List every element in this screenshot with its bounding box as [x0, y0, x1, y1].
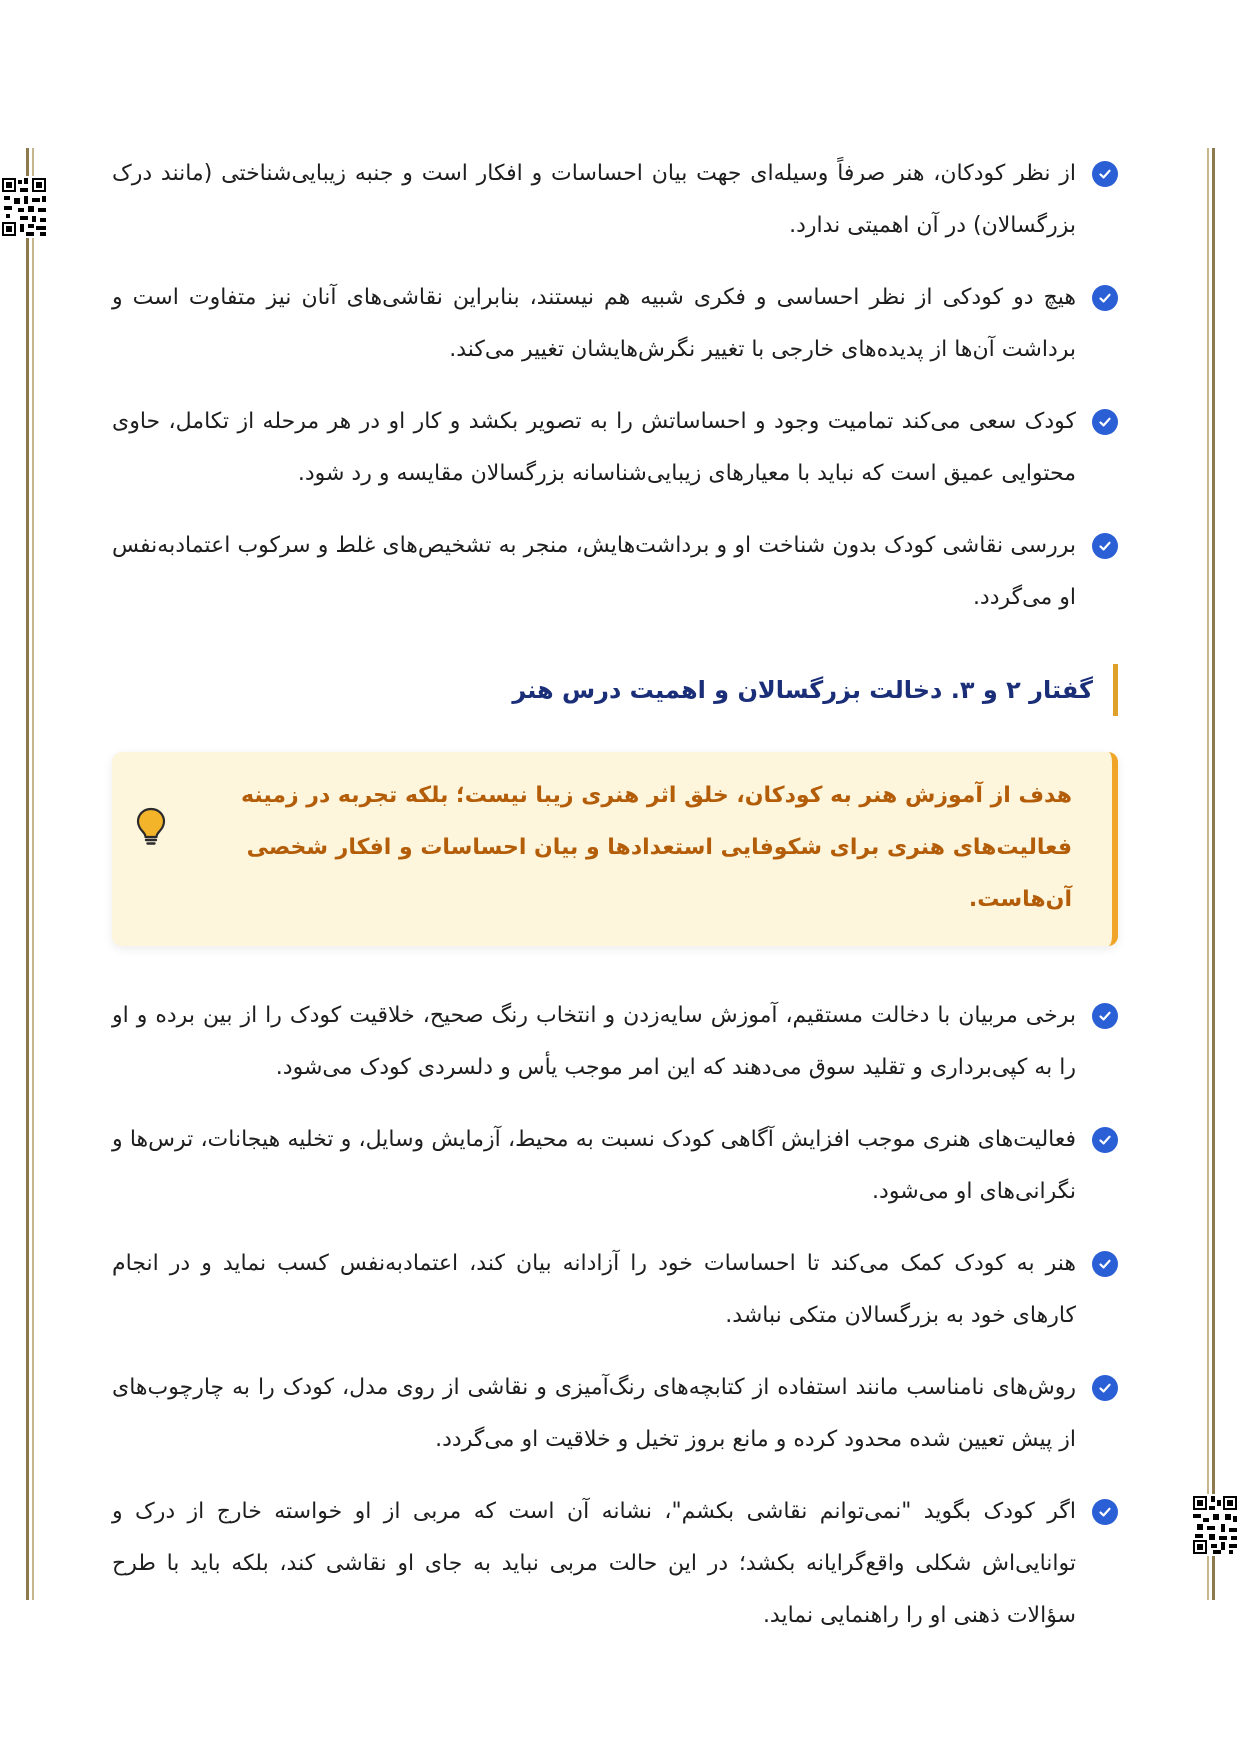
check-circle-icon	[1092, 1003, 1118, 1029]
list-item	[112, 1362, 1118, 1466]
bullet-list-2	[112, 990, 1118, 1642]
list-item	[112, 272, 1118, 376]
callout-box	[112, 752, 1118, 946]
list-item	[112, 148, 1118, 252]
list-item-text: هنر به کودک کمک می‌کند تا احساسات خود را آزادانه بیان کند، اعتمادبه‌نفس کسب نماید و در انجام کارهای خود به بزرگسالان متکی نباشد.	[112, 1251, 1076, 1328]
list-item-text: برخی مربیان با دخالت مستقیم، آموزش سایه‌زدن و انتخاب رنگ صحیح، خلاقیت کودک را از بین برده و او را به کپی‌برداری و تقلید سوق می‌دهند که این امر موجب یأس و دلسردی کودک می‌شود.	[112, 1003, 1076, 1080]
callout-text: هدف از آموزش هنر به کودکان، خلق اثر هنری زیبا نیست؛ بلکه تجربه در زمینه فعالیت‌های هنری برای شکوفایی استعدادها و بیان احساسات و افکار شخصی آن‌هاست.	[241, 783, 1072, 912]
check-circle-icon	[1092, 1375, 1118, 1401]
bullet-list-1	[112, 148, 1118, 624]
check-circle-icon	[1092, 533, 1118, 559]
check-circle-icon	[1092, 161, 1118, 187]
check-circle-icon	[1092, 1499, 1118, 1525]
list-item	[112, 990, 1118, 1094]
lightbulb-icon	[134, 806, 168, 846]
list-item	[112, 396, 1118, 500]
page-border-right	[1203, 148, 1215, 1600]
list-item-text: از نظر کودکان، هنر صرفاً وسیله‌ای جهت بیان احساسات و افکار است و جنبه زیبایی‌شناختی (مانند درک بزرگسالان) در آن اهمیتی ندارد.	[112, 161, 1076, 238]
check-circle-icon	[1092, 409, 1118, 435]
list-item	[112, 1238, 1118, 1342]
list-item-text: کودک سعی می‌کند تمامیت وجود و احساساتش را به تصویر بکشد و کار او در هر مرحله از تکامل، حاوی محتوایی عمیق است که نباید با معیارهای زیبایی‌شناسانه بزرگسالان مقایسه و رد شود.	[112, 409, 1076, 486]
page-content	[112, 148, 1118, 1662]
list-item-text: اگر کودک بگوید "نمی‌توانم نقاشی بکشم"، نشانه آن است که مربی از او خواسته خارج از درک و توانایی‌اش شکلی واقع‌گرایانه بکشد؛ در این حالت مربی نباید به جای او نقاشی کند، بلکه باید با طرح سؤالات ذهنی او را راهنمایی نماید.	[112, 1499, 1076, 1628]
qr-code-icon	[1191, 1494, 1239, 1556]
page-border-left	[26, 148, 38, 1600]
section-heading: گفتار ۲ و ۳. دخالت بزرگسالان و اهمیت درس هنر	[112, 664, 1118, 716]
list-item-text: روش‌های نامناسب مانند استفاده از کتابچه‌های رنگ‌آمیزی و نقاشی از روی مدل، کودک را به چارچوب‌های از پیش تعیین شده محدود کرده و مانع بروز تخیل و خلاقیت او می‌گردد.	[112, 1375, 1076, 1452]
check-circle-icon	[1092, 1251, 1118, 1277]
check-circle-icon	[1092, 285, 1118, 311]
list-item-text: هیچ دو کودکی از نظر احساسی و فکری شبیه هم نیستند، بنابراین نقاشی‌های آنان نیز متفاوت است و برداشت آن‌ها از پدیده‌های خارجی با تغییر نگرش‌هایشان تغییر می‌کند.	[112, 285, 1076, 362]
list-item	[112, 1114, 1118, 1218]
list-item	[112, 1486, 1118, 1642]
list-item-text: بررسی نقاشی کودک بدون شناخت او و برداشت‌هایش، منجر به تشخیص‌های غلط و سرکوب اعتمادبه‌نفس او می‌گردد.	[112, 533, 1076, 610]
check-circle-icon	[1092, 1127, 1118, 1153]
list-item	[112, 520, 1118, 624]
list-item-text: فعالیت‌های هنری موجب افزایش آگاهی کودک نسبت به محیط، آزمایش وسایل، و تخلیه هیجانات، ترس‌ها و نگرانی‌های او می‌شود.	[112, 1127, 1076, 1204]
qr-code-icon	[0, 176, 48, 238]
